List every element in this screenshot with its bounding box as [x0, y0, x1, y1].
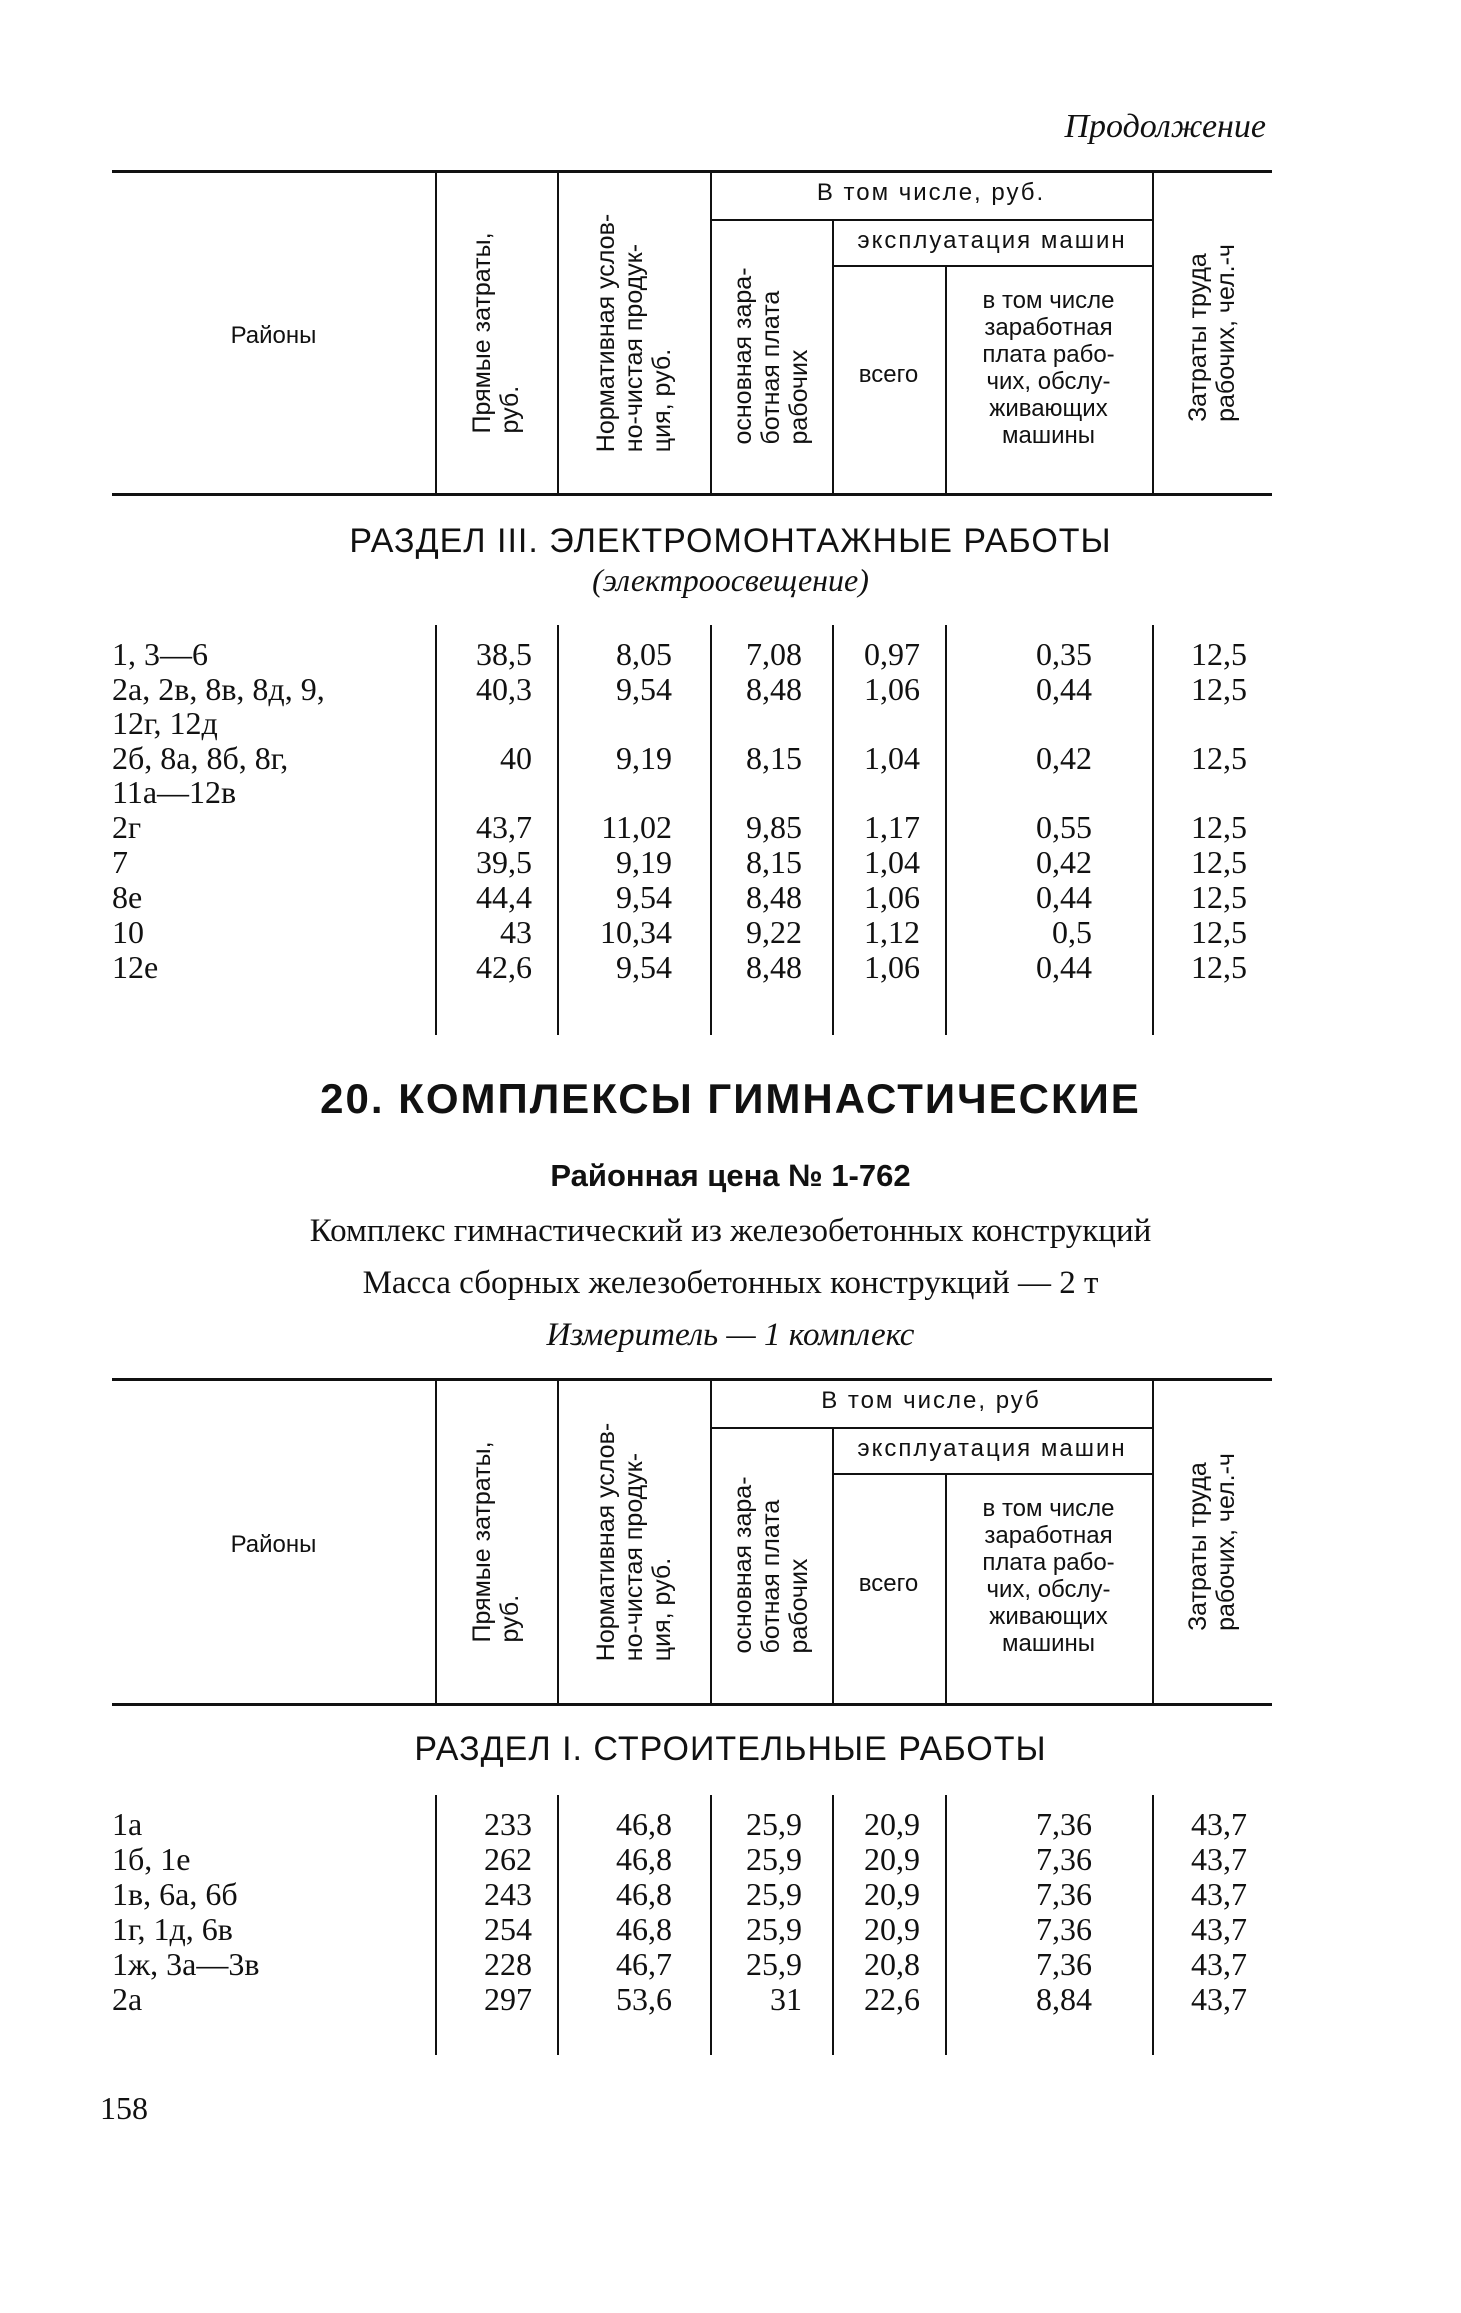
header-machines-label: эксплуатация машин: [857, 227, 1127, 254]
header-labor-line: рабочих, чел.-ч: [1212, 1453, 1240, 1631]
header-labor-line: Затраты труда: [1184, 1462, 1212, 1631]
labor-cell: 12,5: [1191, 740, 1247, 776]
labor-cell: 12,5: [1191, 914, 1247, 950]
section3-title: РАЗДЕЛ III. ЭЛЕКТРОМОНТАЖНЫЕ РАБОТЫ: [349, 522, 1112, 560]
direct-costs-cell: 44,4: [476, 879, 532, 915]
header-base-wage: [710, 1427, 834, 1703]
table-row: [112, 1982, 1272, 2016]
base-wage-cell: 25,9: [746, 1841, 802, 1877]
header-districts: [112, 173, 437, 493]
machines-total-cell: 1,04: [864, 844, 920, 880]
header-direct-costs-label: [468, 1441, 524, 1642]
district-cell: 1ж, 3а—3в: [112, 1946, 260, 1982]
table-row: [112, 915, 1272, 949]
header-normative-line: но-чистая продук-: [619, 1452, 648, 1662]
header-direct-costs-line: Прямые затраты,: [468, 232, 496, 434]
table-row: [112, 1807, 1272, 1841]
table-row: [112, 671, 1272, 741]
header-machines-group: [832, 219, 1152, 493]
section3-subtitle: (электроосвещение): [592, 562, 869, 598]
header-total: [832, 1473, 947, 1703]
machines-total-cell: 1,06: [864, 949, 920, 985]
direct-costs-cell: 233: [484, 1806, 532, 1842]
section1-title: РАЗДЕЛ I. СТРОИТЕЛЬНЫЕ РАБОТЫ: [414, 1730, 1047, 1768]
base-wage-cell: 8,15: [746, 740, 802, 776]
base-wage-cell: 8,48: [746, 879, 802, 915]
base-wage-cell: 9,85: [746, 809, 802, 845]
labor-cell: 12,5: [1191, 879, 1247, 915]
header-labor: [1152, 173, 1272, 493]
table-row: [112, 1877, 1272, 1911]
machines-total-cell: 20,9: [864, 1841, 920, 1877]
header-normative-line: Нормативная услов-: [591, 213, 620, 453]
machines-wage-cell: 8,84: [1036, 1981, 1092, 2017]
base-wage-cell: 9,22: [746, 914, 802, 950]
header-direct-costs: [435, 173, 559, 493]
labor-cell: 12,5: [1191, 949, 1247, 985]
machines-total-cell: 20,8: [864, 1946, 920, 1982]
header-incl-wage-line: живающих: [989, 1603, 1108, 1630]
normative-cell: 46,8: [616, 1841, 672, 1877]
labor-cell: 12,5: [1191, 809, 1247, 845]
header-machines-label: эксплуатация машин: [857, 1435, 1127, 1462]
machines-wage-cell: 7,36: [1036, 1841, 1092, 1877]
header-labor-line: рабочих, чел.-ч: [1212, 244, 1240, 422]
header-incl-wage: [945, 265, 1152, 493]
header-base-wage-line: ботная плата: [757, 290, 785, 445]
normative-cell: 9,54: [616, 671, 672, 707]
machines-wage-cell: 0,55: [1036, 809, 1092, 845]
header-incl-wage-line: чих, обслу-: [986, 368, 1111, 395]
normative-cell: 53,6: [616, 1981, 672, 2017]
base-wage-cell: 25,9: [746, 1946, 802, 1982]
labor-cell: 43,7: [1191, 1981, 1247, 2017]
base-wage-cell: 7,08: [746, 636, 802, 672]
direct-costs-cell: 43,7: [476, 809, 532, 845]
base-wage-cell: 25,9: [746, 1911, 802, 1947]
header-incl-wage-line: в том числе: [982, 1495, 1115, 1522]
normative-cell: 46,7: [616, 1946, 672, 1982]
normative-cell: 9,19: [616, 740, 672, 776]
base-wage-cell: 8,15: [746, 844, 802, 880]
table-row: [112, 637, 1272, 671]
continuation-label: Продолжение: [1064, 108, 1266, 145]
header-direct-costs-label: [468, 232, 524, 433]
district-cell: 11а—12в: [112, 774, 237, 810]
direct-costs-cell: 254: [484, 1911, 532, 1947]
machines-wage-cell: 0,35: [1036, 636, 1092, 672]
base-wage-cell: 31: [770, 1981, 802, 2017]
header-districts: [112, 1381, 437, 1703]
machines-wage-cell: 7,36: [1036, 1876, 1092, 1912]
header-incl-wage-label: [945, 1495, 1152, 1657]
direct-costs-cell: 228: [484, 1946, 532, 1982]
table-row: [112, 1912, 1272, 1946]
header-normative-label: [592, 1423, 676, 1661]
header-base-wage-line: основная зара-: [729, 267, 757, 445]
header-normative-line: ция, руб.: [647, 1557, 676, 1662]
direct-costs-cell: 297: [484, 1981, 532, 2017]
table-row: [112, 845, 1272, 879]
header-districts-label: Районы: [230, 1531, 317, 1558]
base-wage-cell: 8,48: [746, 949, 802, 985]
item-price: Районная цена № 1-762: [550, 1158, 911, 1193]
header-direct-costs-line: руб.: [496, 385, 524, 434]
header-incl-wage-line: заработная: [984, 1522, 1113, 1549]
header-total-label: всего: [858, 360, 919, 388]
header-direct-costs-line: руб.: [496, 1594, 524, 1643]
normative-cell: 9,19: [616, 844, 672, 880]
header-incl-wage-label: [945, 287, 1152, 449]
normative-cell: 9,54: [616, 879, 672, 915]
header-normative-line: но-чистая продук-: [619, 243, 648, 453]
district-cell: 12г, 12д: [112, 705, 218, 741]
district-cell: 2б, 8а, 8б, 8г,: [112, 740, 289, 776]
normative-cell: 46,8: [616, 1876, 672, 1912]
machines-wage-cell: 7,36: [1036, 1806, 1092, 1842]
labor-cell: 43,7: [1191, 1841, 1247, 1877]
machines-total-cell: 1,06: [864, 879, 920, 915]
machines-wage-cell: 0,44: [1036, 671, 1092, 707]
machines-total-cell: 1,17: [864, 809, 920, 845]
page-number: 158: [100, 2090, 148, 2126]
direct-costs-cell: 40,3: [476, 671, 532, 707]
base-wage-cell: 25,9: [746, 1876, 802, 1912]
machines-total-cell: 1,04: [864, 740, 920, 776]
header-incl-wage-line: плата рабо-: [982, 1549, 1115, 1576]
labor-cell: 43,7: [1191, 1876, 1247, 1912]
machines-total-cell: 20,9: [864, 1911, 920, 1947]
machines-total-cell: 1,06: [864, 671, 920, 707]
column-header-bottom: [112, 1378, 1272, 1706]
labor-cell: 12,5: [1191, 636, 1247, 672]
normative-cell: 46,8: [616, 1806, 672, 1842]
header-normative-label: [592, 214, 676, 452]
header-normative: [557, 173, 712, 493]
header-base-wage-line: рабочих: [785, 349, 813, 445]
header-total: [832, 265, 947, 493]
header-base-wage-label: [729, 1476, 813, 1653]
labor-cell: 43,7: [1191, 1946, 1247, 1982]
machines-wage-cell: 0,5: [1052, 914, 1092, 950]
table-row: [112, 810, 1272, 844]
machines-wage-cell: 0,42: [1036, 740, 1092, 776]
item-description: Комплекс гимнастический из железобетонных конструкций: [309, 1213, 1152, 1249]
district-cell: 2г: [112, 809, 142, 845]
district-cell: 1б, 1е: [112, 1841, 191, 1877]
header-base-wage-line: основная зара-: [729, 1476, 757, 1654]
district-cell: 1, 3—6: [112, 636, 208, 672]
header-direct-costs-line: Прямые затраты,: [468, 1441, 496, 1643]
machines-wage-cell: 0,42: [1036, 844, 1092, 880]
header-labor-label: [1184, 1453, 1240, 1631]
table-row: [112, 880, 1272, 914]
district-cell: 7: [112, 844, 128, 880]
item-unit: Измеритель — 1 комплекс: [546, 1317, 915, 1353]
normative-cell: 11,02: [601, 809, 672, 845]
machines-total-cell: 20,9: [864, 1876, 920, 1912]
district-cell: 2а: [112, 1981, 143, 2017]
header-direct-costs: [435, 1381, 559, 1703]
machines-total-cell: 22,6: [864, 1981, 920, 2017]
normative-cell: 8,05: [616, 636, 672, 672]
direct-costs-cell: 39,5: [476, 844, 532, 880]
base-wage-cell: 25,9: [746, 1806, 802, 1842]
item-title: 20. КОМПЛЕКСЫ ГИМНАСТИЧЕСКИЕ: [320, 1075, 1141, 1122]
normative-cell: 46,8: [616, 1911, 672, 1947]
district-cell: 1а: [112, 1806, 143, 1842]
header-base-wage-label: [729, 267, 813, 444]
header-base-wage: [710, 219, 834, 493]
header-labor-label: [1184, 244, 1240, 422]
header-incl-wage-line: в том числе: [982, 287, 1115, 314]
machines-wage-cell: 0,44: [1036, 949, 1092, 985]
direct-costs-cell: 42,6: [476, 949, 532, 985]
labor-cell: 43,7: [1191, 1806, 1247, 1842]
header-incl-label: В том числе, руб.: [816, 179, 1046, 206]
direct-costs-cell: 243: [484, 1876, 532, 1912]
header-normative: [557, 1381, 712, 1703]
header-labor-line: Затраты труда: [1184, 253, 1212, 422]
section3-table: [112, 625, 1272, 1035]
section1-table: [112, 1795, 1272, 2055]
header-incl-wage-line: машины: [1001, 422, 1095, 449]
header-incl-wage-line: плата рабо-: [982, 341, 1115, 368]
header-incl-wage-line: машины: [1001, 1630, 1095, 1657]
machines-total-cell: 1,12: [864, 914, 920, 950]
header-incl-wage-line: чих, обслу-: [986, 1576, 1111, 1603]
header-incl-wage-line: живающих: [989, 395, 1108, 422]
district-cell: 10: [112, 914, 144, 950]
district-cell: 2а, 2в, 8в, 8д, 9,: [112, 671, 325, 707]
table-row: [112, 1842, 1272, 1876]
header-labor: [1152, 1381, 1272, 1703]
machines-wage-cell: 7,36: [1036, 1946, 1092, 1982]
machines-total-cell: 20,9: [864, 1806, 920, 1842]
table-row: [112, 1947, 1272, 1981]
header-normative-line: Нормативная услов-: [591, 1422, 620, 1662]
normative-cell: 9,54: [616, 949, 672, 985]
header-normative-line: ция, руб.: [647, 348, 676, 453]
district-cell: 12е: [112, 949, 159, 985]
labor-cell: 12,5: [1191, 671, 1247, 707]
district-cell: 1г, 1д, 6в: [112, 1911, 233, 1947]
item-mass: Масса сборных железобетонных конструкций — 2 т: [362, 1265, 1099, 1301]
machines-wage-cell: 0,44: [1036, 879, 1092, 915]
direct-costs-cell: 262: [484, 1841, 532, 1877]
header-machines-group: [832, 1427, 1152, 1703]
header-incl-label: В том числе, руб: [821, 1387, 1041, 1414]
direct-costs-cell: 38,5: [476, 636, 532, 672]
machines-wage-cell: 7,36: [1036, 1911, 1092, 1947]
header-total-label: всего: [858, 1569, 919, 1597]
table-row: [112, 740, 1272, 810]
header-base-wage-line: рабочих: [785, 1558, 813, 1654]
header-base-wage-line: ботная плата: [757, 1499, 785, 1654]
district-cell: 1в, 6а, 6б: [112, 1876, 238, 1912]
labor-cell: 43,7: [1191, 1911, 1247, 1947]
header-incl-wage: [945, 1473, 1152, 1703]
header-districts-label: Районы: [230, 322, 317, 349]
table-row: [112, 950, 1272, 984]
machines-total-cell: 0,97: [864, 636, 920, 672]
normative-cell: 10,34: [600, 914, 672, 950]
district-cell: 8е: [112, 879, 143, 915]
header-incl-wage-line: заработная: [984, 314, 1113, 341]
direct-costs-cell: 40: [500, 740, 532, 776]
column-header-top: [112, 170, 1272, 496]
base-wage-cell: 8,48: [746, 671, 802, 707]
labor-cell: 12,5: [1191, 844, 1247, 880]
header-incl-group: [710, 173, 1154, 493]
direct-costs-cell: 43: [500, 914, 532, 950]
header-incl-group: [710, 1381, 1154, 1703]
